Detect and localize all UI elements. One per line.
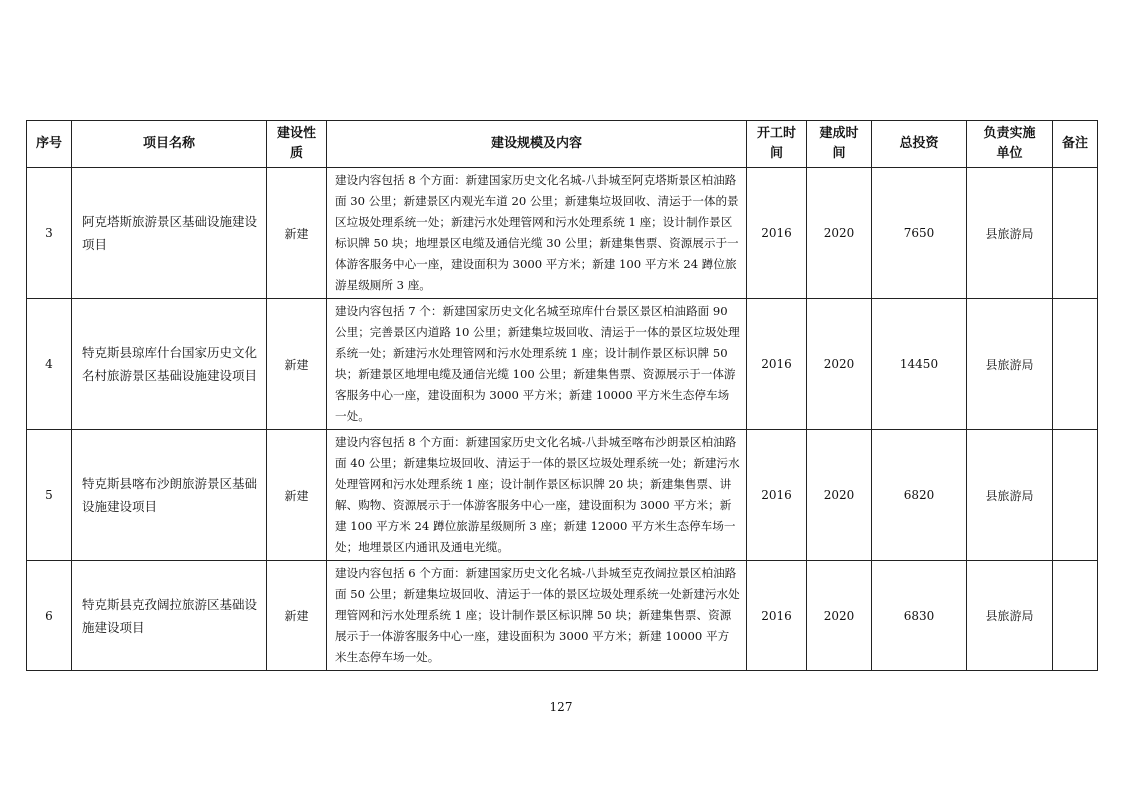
cell-nature: 新建 <box>267 430 327 561</box>
header-end <box>807 121 872 168</box>
header-nature <box>267 121 327 168</box>
cell-name: 特克斯县喀布沙朗旅游景区基础设施建设项目 <box>72 430 267 561</box>
page-number: 127 <box>549 700 573 714</box>
cell-content: 建设内容包括 8 个方面：新建国家历史文化名城-八卦城至阿克塔斯景区柏油路面 30 公里；新建景区内观光车道 20 公里；新建集垃圾回收、清运于一体的景区垃圾处理系统一处；新建污水处理管网和污水处理系统 1 座；设计制作景区标识牌 50 块；地埋景区电缆及通信光缆 30 公里；新建集售票、资源展示于一体游客服务中心一座，建设面积为 3000 平方米；新建 100 平方米 24 蹲位旅游星级厕所 3 座。 <box>327 168 747 299</box>
cell-remark <box>1053 299 1098 430</box>
cell-remark <box>1053 561 1098 671</box>
cell-unit: 县旅游局 <box>967 561 1053 671</box>
cell-investment: 6820 <box>872 430 967 561</box>
cell-start: 2016 <box>747 168 807 299</box>
cell-end: 2020 <box>807 430 872 561</box>
project-table <box>26 120 1098 671</box>
header-seq: 序号 <box>27 121 72 168</box>
header-start <box>747 121 807 168</box>
cell-content: 建设内容包括 7 个：新建国家历史文化名城至琼库什台景区景区柏油路面 90 公里；完善景区内道路 10 公里；新建集垃圾回收、清运于一体的景区垃圾处理系统一处；新建污水处理管网和污水处理系统 1 座；设计制作景区标识牌 50 块；新建景区地埋电缆及通信光缆 100 公里；新建集售票、资源展示于一体游客服务中心一座，建设面积为 3000 平方米；新建 10000 平方米生态停车场一处。 <box>327 299 747 430</box>
header-investment: 总投资 <box>872 121 967 168</box>
header-end-text: 建成时间 <box>819 126 859 161</box>
cell-seq: 5 <box>27 430 72 561</box>
cell-start: 2016 <box>747 561 807 671</box>
cell-investment: 6830 <box>872 561 967 671</box>
cell-end: 2020 <box>807 561 872 671</box>
cell-end: 2020 <box>807 168 872 299</box>
header-content: 建设规模及内容 <box>327 121 747 168</box>
cell-name: 阿克塔斯旅游景区基础设施建设项目 <box>72 168 267 299</box>
cell-seq: 6 <box>27 561 72 671</box>
cell-name: 特克斯县琼库什台国家历史文化名村旅游景区基础设施建设项目 <box>72 299 267 430</box>
table-row <box>27 299 1098 430</box>
cell-content: 建设内容包括 6 个方面：新建国家历史文化名城-八卦城至克孜阔拉景区柏油路面 50 公里；新建集垃圾回收、清运于一体的景区垃圾处理系统一处新建污水处理管网和污水处理系统 1 座；设计制作景区标识牌 50 块；新建集售票、资源展示于一体游客服务中心一座，建设面积为 3000 平方米；新建 10000 平方米生态停车场一处。 <box>327 561 747 671</box>
cell-investment: 7650 <box>872 168 967 299</box>
cell-start: 2016 <box>747 430 807 561</box>
header-unit-text: 负责实施单位 <box>983 126 1036 161</box>
header-nature-text: 建设性质 <box>276 126 316 161</box>
cell-nature: 新建 <box>267 168 327 299</box>
header-remark: 备注 <box>1053 121 1098 168</box>
header-row <box>27 121 1098 168</box>
header-name: 项目名称 <box>72 121 267 168</box>
table-row <box>27 561 1098 671</box>
cell-nature: 新建 <box>267 299 327 430</box>
cell-remark <box>1053 168 1098 299</box>
table-row <box>27 430 1098 561</box>
cell-name: 特克斯县克孜阔拉旅游区基础设施建设项目 <box>72 561 267 671</box>
header-start-text: 开工时间 <box>756 126 796 161</box>
cell-unit: 县旅游局 <box>967 430 1053 561</box>
table-row <box>27 168 1098 299</box>
header-unit <box>967 121 1053 168</box>
cell-content: 建设内容包括 8 个方面：新建国家历史文化名城-八卦城至喀布沙朗景区柏油路面 40 公里；新建集垃圾回收、清运于一体的景区垃圾处理系统一处；新建污水处理管网和污水处理系统 1 座；设计制作景区标识牌 20 块；新建集售票、讲解、购物、资源展示于一体游客服务中心一座，建设面积为 3000 平方米；新建 100 平方米 24 蹲位旅游星级厕所 3 座；新建 12000 平方米生态停车场一处；地埋景区内通讯及通电光缆。 <box>327 430 747 561</box>
cell-nature: 新建 <box>267 561 327 671</box>
cell-seq: 4 <box>27 299 72 430</box>
cell-unit: 县旅游局 <box>967 299 1053 430</box>
cell-seq: 3 <box>27 168 72 299</box>
cell-start: 2016 <box>747 299 807 430</box>
cell-end: 2020 <box>807 299 872 430</box>
cell-remark <box>1053 430 1098 561</box>
cell-investment: 14450 <box>872 299 967 430</box>
cell-unit: 县旅游局 <box>967 168 1053 299</box>
